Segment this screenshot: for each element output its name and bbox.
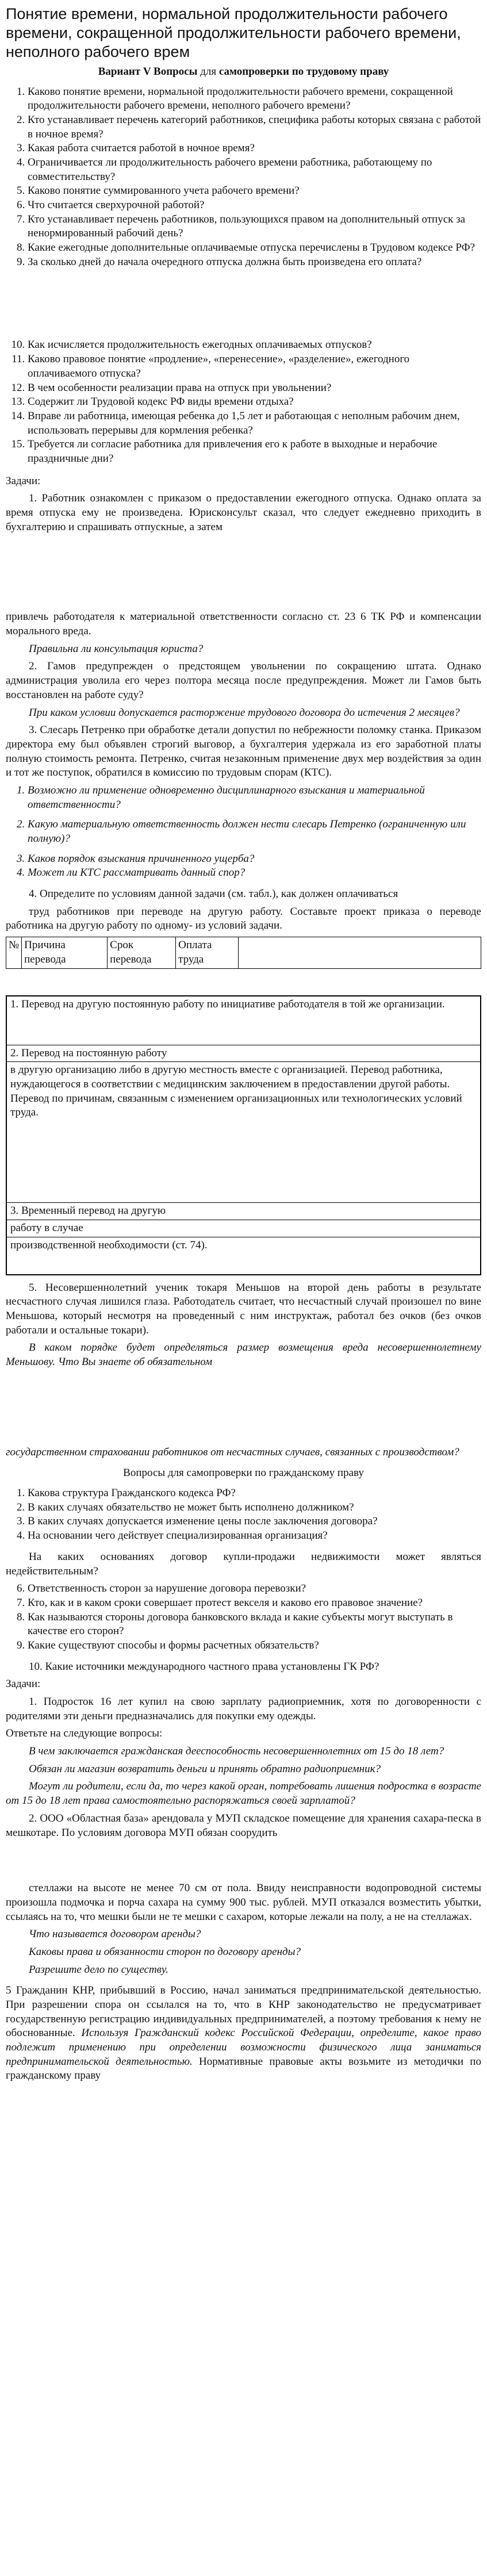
task-2-question: При каком условии допускается расторжение трудового договора до истечения 2 месяцев? (29, 706, 460, 719)
list-item: 4. На основании чего действует специализированная организация? (28, 1529, 481, 1543)
civil-questions-list-a (6, 1486, 481, 1543)
civil-task-2: 2. ООО «Областная база» арендовала у МУП складское помещение для хранения сахара-песка в мешкотаре. По условиям договора МУП обязан соорудить (6, 1812, 481, 1839)
civil-heading: Вопросы для самопроверки по гражданскому праву (123, 1467, 364, 1479)
task-5: 5. Несовершеннолетний ученик токаря Меньшов на второй день работы в результате несчастного случая лишился глаза. Работодатель считает, что несчастный случай произошел по вине Меньшова, который несмотря на проведенный с ним инструктаж, работал без очков (без очков работали и остальные токари). (6, 1281, 481, 1336)
task-5-question: В каком порядке будет определяться размер возмещения вреда несовершеннолетнему Меньшову. Что Вы знаете об обязательном (6, 1341, 481, 1368)
task-3-questions (6, 784, 481, 880)
task-1-question: Правильна ли консультация юриста? (29, 642, 204, 655)
list-item: 1. Возможно ли применение одновременно дисциплинарного взыскания и материальной ответственности? (28, 784, 481, 812)
task-1-continued: привлечь работодателя к материальной ответственности согласно ст. 23 6 ТК РФ и компенсации морального вреда. (6, 611, 481, 638)
civil-task-2-question: Разрешите дело по существу. (29, 1963, 168, 1976)
list-item: 14. Вправе ли работница, имеющая ребенка до 1,5 лет и работающая с неполным рабочим днем, использовать перерывы для кормления ребенка? (28, 409, 481, 438)
task-5-question-continued: государственном страховании работников от несчастных случаев, связанных с производством? (6, 1446, 459, 1458)
list-item: 5. Каково понятие суммированного учета рабочего времени? (28, 184, 481, 198)
civil-questions-list-b (6, 1582, 481, 1653)
civil-task-5 (6, 1984, 481, 2083)
table-header-reason: Причина перевода (22, 937, 108, 968)
civil-question-free: На каких основаниях договор купли-продажи недвижимости может являться недействительным? (6, 1550, 481, 1577)
civil-tasks-label: Задачи: (6, 1678, 41, 1690)
box-row: 2. Перевод на постоянную работу (7, 1045, 480, 1063)
variant-suffix: самопроверки по трудовому праву (218, 65, 389, 78)
task-3: 3. Слесарь Петренко при обработке детали допустил по небрежности поломку станка. Приказом директора ему был объявлен строгий выговор, а бухгалтерия удержала из его заработной платы полную стоимость ремонта. Петренко, считая незаконным применение двух мер воздействия за один и тот же поступок, обратился в комиссию по трудовым спорам (КТС). (6, 724, 481, 779)
list-item: 2. Кто устанавливает перечень категорий работников, специфика работы которых связана с работой в ночное время? (28, 113, 481, 141)
civil-task-2-continued: стеллажи на высоте не менее 70 см от пола. Ввиду неисправности водопроводной системы произошла подмочка и порча сахара на сумму 900 тыс. рублей. МУП отказался возместить убытки, ссылаясь на то, что мешки были не те мешки с сахаром, которые лежали на полу, а не на стеллажах. (6, 1882, 481, 1923)
variant-prefix: Вариант V Вопросы (98, 65, 198, 78)
list-item: 4. Может ли КТС рассматривать данный спор? (28, 866, 481, 880)
civil-task-1-answer-label: Ответьте на следующие вопросы: (6, 1727, 163, 1740)
list-item: 3. Какая работа считается работой в ночное время? (28, 141, 481, 156)
list-item: 10. Как исчисляется продолжительность ежегодных оплачиваемых отпусков? (28, 338, 481, 352)
box-row: 1. Перевод на другую постоянную работу по инициативе работодателя в той же организации. (7, 996, 480, 1045)
civil-task-5-text: 5 Гражданин КНР, прибывший в Россию, начал заниматься предпринимательской деятельностью. При разрешении спора он ссылался на то, что в КНР законодательство не предусматривает государственную регистрацию индивидуальных предпринимателей, а поэтому требования к нему не обоснованные. (6, 1984, 481, 2040)
tasks-label: Задачи: (6, 474, 41, 487)
list-item: 3. В каких случаях допускается изменение цены после заключения договора? (28, 1515, 481, 1529)
table-header-number: № (6, 937, 22, 968)
civil-task-1: 1. Подросток 16 лет купил на свою зарплату радиоприемник, хотя по договоренности с родителями эти деньги предназначались для покупки ему одежды. (6, 1696, 481, 1722)
page-title: Понятие времени, нормальной продолжительности рабочего времени, сокращенной продолжительности рабочего времени, неполного рабочего врем (6, 5, 461, 60)
civil-task-1-question: Могут ли родители, если да, то через какой орган, потребовать лишения подростка в возрасте от 15 до 18 лет права самостоятельно распоряжаться своей зарплатой? (6, 1780, 481, 1807)
list-item: 11. Каково правовое понятие «продление», «перенесение», «разделение», ежегодного оплачиваемого отпуска? (28, 352, 481, 381)
list-item: 7. Кто устанавливает перечень работников, пользующихся правом на дополнительный отпуск за ненормированный рабочий день? (28, 213, 481, 241)
variant-middle: для (197, 65, 219, 78)
list-item: 9. Какие существуют способы и формы расчетных обязательств? (28, 1639, 481, 1653)
civil-task-5-question: Используя Гражданский кодекс Российской Федерации, определите, какое право подлежит применению при определении возможности физического лица заниматься предпринимательской деятельностью. (6, 2027, 481, 2068)
list-item: 12. В чем особенности реализации права на отпуск при увольнении? (28, 381, 481, 396)
list-item: 1. Какова структура Гражданского кодекса РФ? (28, 1486, 481, 1501)
list-item: 2. Какую материальную ответственность должен нести слесарь Петренко (ограниченную или полную)? (28, 818, 481, 846)
box-row: производственной необходимости (ст. 74). (10, 1239, 208, 1251)
list-item: 7. Кто, как и в каком сроки совершает протест векселя и каково его правовое значение? (28, 1596, 481, 1611)
list-item: 15. Требуется ли согласие работника для привлечения его к работе в выходные и нерабочие праздничные дни? (28, 438, 481, 466)
civil-question-10: 10. Какие источники международного частного права установлены ГК РФ? (29, 1660, 379, 1673)
list-item: 6. Что считается сверхурочной работой? (28, 198, 481, 213)
civil-task-5-note: Нормативные правовые акты возьмите из методички по гражданскому праву (6, 2055, 481, 2082)
box-row: работу в случае (7, 1220, 480, 1237)
list-item: 8. Какие ежегодные дополнительные оплачиваемые отпуска перечислены в Трудовом кодексе РФ? (28, 241, 481, 255)
transfer-conditions-box (6, 995, 481, 1275)
task-4-continued: труд работников при переводе на другую работу. Составьте проект приказа о переводе работника на другую работу по одному- из условий задачи. (6, 905, 481, 932)
task-1: 1. Работник ознакомлен с приказом о предоставлении ежегодного отпуска. Однако оплата за время отпуска ему не произведена. Юрисконсульт сказал, что следует ежедневно приходить в бухгалтерию и спрашивать отпускные, а затем (6, 492, 481, 533)
list-item: 8. Как называются стороны договора банковского вклада и какие субъекты могут выступать в качестве его сторон? (28, 1611, 481, 1639)
civil-task-1-question: В чем заключается гражданская дееспособность несовершеннолетних от 15 до 18 лет? (29, 1745, 444, 1758)
list-item: 4. Ограничивается ли продолжительность рабочего времени работника, работающему по совместительству? (28, 156, 481, 184)
box-row: 3. Временный перевод на другую (7, 1203, 480, 1220)
task-4: 4. Определите по условиям данной задачи (см. табл.), как должен оплачиваться (29, 888, 398, 900)
table-row (6, 937, 481, 968)
labor-questions-list-a (6, 85, 481, 270)
list-item: 6. Ответственность сторон за нарушение договора перевозки? (28, 1582, 481, 1596)
list-item: 1. Каково понятие времени, нормальной продолжительности рабочего времени, сокращенной продолжительности рабочего времени, неполного рабочего времени? (28, 85, 481, 113)
table-header-term: Срок перевода (108, 937, 176, 968)
civil-task-2-question: Что называется договором аренды? (29, 1928, 201, 1941)
civil-task-1-question: Обязан ли магазин возвратить деньги и принять обратно радиоприемник? (29, 1762, 381, 1775)
list-item: 2. В каких случаях обязательство не может быть исполнено должником? (28, 1501, 481, 1515)
labor-questions-list-b (6, 338, 481, 466)
list-item: 9. За сколько дней до начала очередного отпуска должна быть произведена его оплата? (28, 255, 481, 270)
box-row: в другую организацию либо в другую местность вместе с организацией. Перевод работника, нуждающегося в соответствии с медицинским заключением в предоставлении другой работы. Перевод по причинам, связанным с изменением организационных или технологических условий труда. (7, 1062, 480, 1203)
table-header-pay: Оплата труда (176, 937, 239, 968)
task-2: 2. Гамов предупрежден о предстоящем увольнении по сокращению штата. Однако администрация уволила его через полтора месяца после предупреждения. Может ли Гамов быть восстановлен на работе суду? (6, 660, 481, 701)
civil-task-2-question: Каковы права и обязанности сторон по договору аренды? (29, 1945, 301, 1958)
table-header-empty (239, 937, 481, 968)
variant-heading (6, 65, 481, 79)
list-item: 3. Каков порядок взыскания причиненного ущерба? (28, 852, 481, 867)
list-item: 13. Содержит ли Трудовой кодекс РФ виды времени отдыха? (28, 395, 481, 409)
transfer-table-header (6, 937, 481, 968)
